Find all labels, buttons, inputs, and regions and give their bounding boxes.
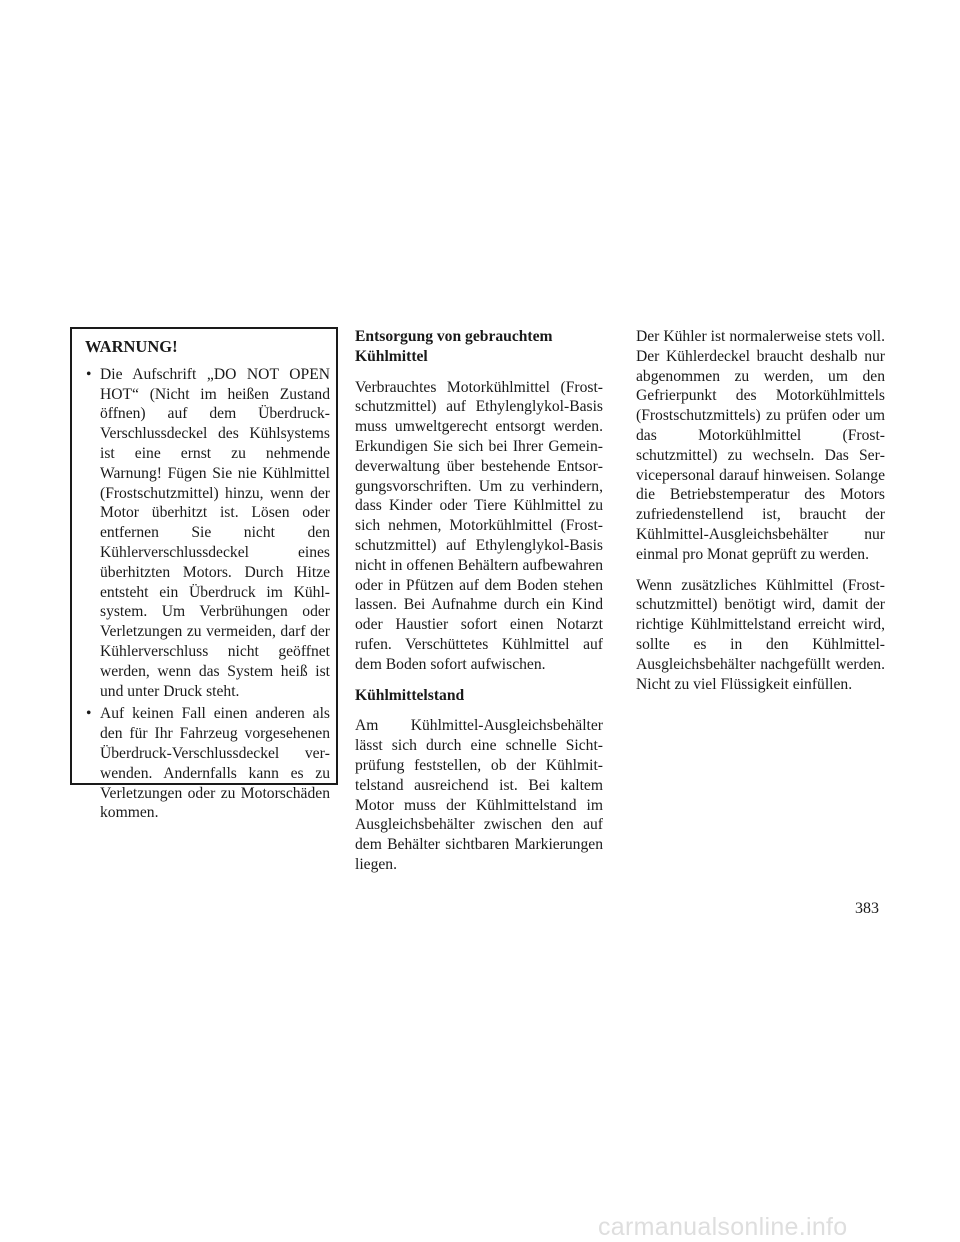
disposal-heading: Entsorgung von gebrauchtem Kühlmittel xyxy=(355,328,553,365)
radiator-paragraph: Der Kühler ist normalerweise stets voll. Der Kühlerdeckel braucht deshalb nur abgenommen zu werden, um den Gefrierpunkt des Motorkühlmittels (Frostschutzmittels) zu prüfen oder um das Motorkühlmittel (Frostschutzmittel) zu wechseln. Das Servicepersonal darauf hinweisen. Solange die Betriebstemperatur des Motors zufriedenstellend ist, braucht der Kühlmittel-Ausgleichsbehälter nur einmal pro Monat geprüft zu werden. xyxy=(636,328,885,563)
warning-list xyxy=(86,365,330,823)
page-number: 383 xyxy=(855,900,879,917)
right-column xyxy=(636,327,885,705)
middle-column xyxy=(355,327,603,886)
warning-box xyxy=(70,327,338,822)
warning-item: • Die Aufschrift „DO NOT OPEN HOT“ (Nicht im heißen Zustand öffnen) auf dem Überdruck-Verschlussdeckel des Kühlsystems ist eine ernst zu nehmende Warnung! Fügen Sie nie Kühlmittel (Frostschutzmittel) hinzu, wenn der Motor überhitzt ist. Lösen oder entfernen Sie nicht den Kühlerverschlussdeckel eines überhitzten Motors. Durch Hitze entsteht ein Überdruck im Kühlsystem. Um Verbrühungen oder Verletzungen zu vermeiden, darf der Kühlerverschluss nicht geöffnet werden, wenn das System heiß ist und unter Druck steht. xyxy=(86,365,330,702)
coolant-level-paragraph: Am Kühlmittel-Ausgleichsbehälter lässt sich durch eine schnelle Sichtprüfung feststellen, ob der Kühlmittelstand ausreichend ist. Bei kaltem Motor muss der Kühlmittelstand im Ausgleichsbehälter zwischen den auf dem Behälter sichtbaren Markierungen liegen. xyxy=(355,717,603,873)
refill-paragraph: Wenn zusätzliches Kühlmittel (Frostschutzmittel) benötigt wird, damit der richtige Kühlmittelstand erreicht wird, sollte es in den Kühlmittel-Ausgleichsbehälter nachgefüllt werden. Nicht zu viel Flüssigkeit einfüllen. xyxy=(636,576,885,693)
disposal-paragraph: Verbrauchtes Motorkühlmittel (Frostschutzmittel) auf Ethylenglykol-Basis muss umweltgerecht entsorgt werden. Erkundigen Sie sich bei Ihrer Gemeindeverwaltung über bestehende Entsorgungsvorschriften. Um zu verhindern, dass Kinder oder Tiere Kühlmittel zu sich nehmen, Motorkühlmittel (Frostschutzmittel) auf Ethylenglykol-Basis nicht in offenen Behältern aufbewahren oder in Pfützen auf dem Boden stehen lassen. Bei Aufnahme durch ein Kind oder Haustier sofort einen Notarzt rufen. Verschüttetes Kühlmittel auf dem Boden sofort aufwischen. xyxy=(355,378,603,673)
watermark: carmanualsonline.info xyxy=(598,1213,848,1241)
coolant-level-heading: Kühlmittelstand xyxy=(355,686,465,704)
warning-item: • Auf keinen Fall einen anderen als den für Ihr Fahrzeug vorgesehenen Überdruck-Verschlussdeckel verwenden. Andernfalls kann es zu Verletzungen oder zu Motorschäden kommen. xyxy=(86,704,330,823)
warning-title: WARNUNG! xyxy=(85,337,178,356)
